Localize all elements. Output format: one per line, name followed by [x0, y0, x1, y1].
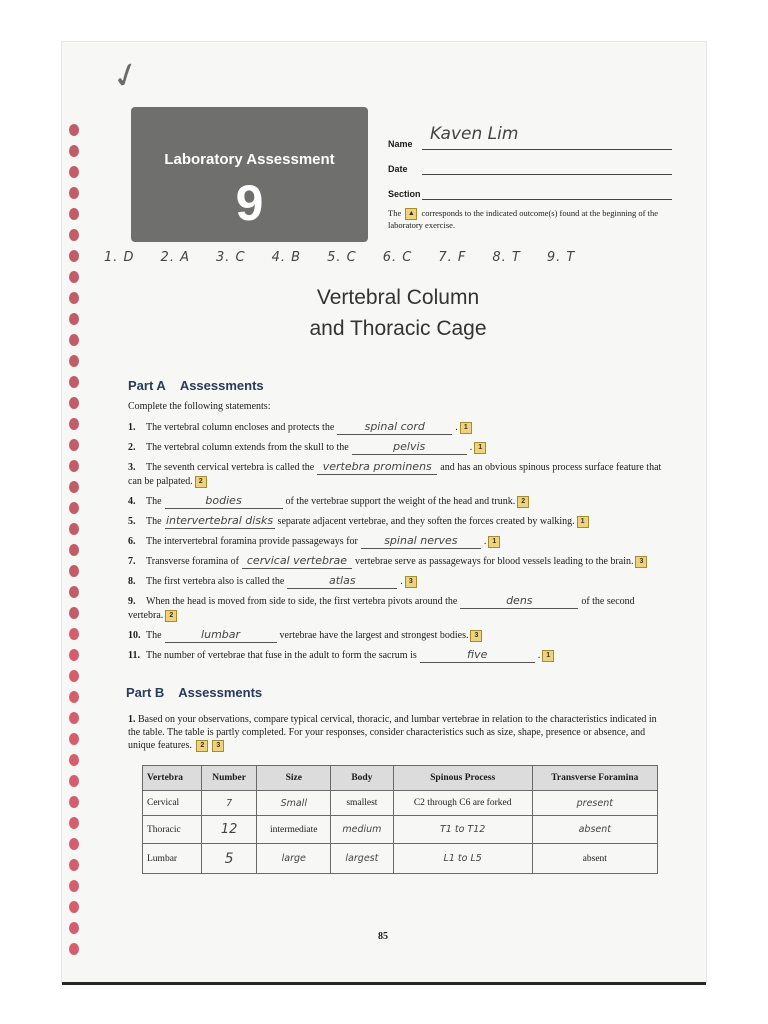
outcome-triangle-icon: 3	[212, 740, 224, 752]
table-header: Spinous Process	[393, 766, 532, 791]
answer-blank[interactable]: dens	[460, 594, 578, 609]
binder-hole	[69, 502, 79, 514]
question-item: 6. The intervertebral foramina provide passageways for spinal nerves . 1	[128, 534, 668, 549]
outcome-triangle-icon: ▲	[405, 208, 417, 220]
name-line	[422, 149, 672, 150]
binder-hole	[69, 565, 79, 577]
outcome-triangle-icon: 2	[195, 476, 207, 488]
answer-blank[interactable]: atlas	[287, 574, 397, 589]
table-header: Size	[257, 766, 331, 791]
binder-hole	[69, 712, 79, 724]
binder-hole	[69, 250, 79, 262]
binder-hole	[69, 376, 79, 388]
outcome-triangle-icon: 1	[577, 516, 589, 528]
outcome-triangle-icon: 3	[470, 630, 482, 642]
table-header: Vertebra	[143, 766, 202, 791]
binder-hole	[69, 733, 79, 745]
answer-blank[interactable]: spinal nerves	[361, 534, 481, 549]
binder-hole	[69, 124, 79, 136]
binder-hole	[69, 817, 79, 829]
binder-hole	[69, 439, 79, 451]
page-number: 85	[378, 931, 388, 942]
question-item: 5. The intervertebral disks separate adjacent vertebrae, and they soften the forces created by walking. 1	[128, 514, 668, 529]
binder-hole	[69, 880, 79, 892]
date-line[interactable]	[422, 174, 672, 175]
binder-hole	[69, 418, 79, 430]
question-item: 3. The seventh cervical vertebra is called the vertebra prominens and has an obvious spinous process surface feature that can be palpated. 2	[128, 460, 662, 487]
binder-hole	[69, 922, 79, 934]
answer-blank[interactable]: cervical vertebrae	[242, 554, 352, 569]
part-b-heading: Part B Assessments	[126, 685, 263, 700]
binder-hole	[69, 481, 79, 493]
binder-hole	[69, 775, 79, 787]
outcome-triangle-icon: 3	[635, 556, 647, 568]
binder-hole	[69, 544, 79, 556]
binder-hole	[69, 628, 79, 640]
question-item: 2. The vertebral column extends from the skull to the pelvis . 1	[128, 440, 668, 455]
section-label: Section	[388, 189, 421, 199]
name-value: Kaven Lim	[430, 124, 519, 144]
question-item: 11. The number of vertebrae that fuse in the adult to form the sacrum is five . 1	[128, 648, 668, 663]
binder-hole	[69, 145, 79, 157]
checkmark-icon: ✓	[106, 52, 146, 100]
table-row: Cervical 7 Small smallest C2 through C6 are forked present	[143, 791, 658, 816]
binder-hole	[69, 796, 79, 808]
question-item: 8. The first vertebra also is called the atlas . 3	[128, 574, 668, 589]
handwritten-answers: 1. D 2. A 3. C 4. B 5. C 6. C 7. F 8. T 9. T	[104, 250, 576, 265]
question-item: 10. The lumbar vertebrae have the largest and strongest bodies. 3	[128, 628, 668, 643]
binder-hole	[69, 397, 79, 409]
answer-blank[interactable]: intervertebral disks	[165, 514, 274, 527]
part-a-heading: Part A Assessments	[128, 378, 264, 393]
table-row: Thoracic 12 intermediate medium T1 to T12 absent	[143, 816, 658, 844]
page-title: Vertebral Column and Thoracic Cage	[309, 286, 487, 340]
answer-blank[interactable]: lumbar	[165, 628, 277, 643]
binder-hole	[69, 187, 79, 199]
binder-hole	[69, 586, 79, 598]
binder-hole	[69, 208, 79, 220]
question-item: 4. The bodies of the vertebrae support the weight of the head and trunk. 2	[128, 494, 668, 509]
binder-hole	[69, 838, 79, 850]
binder-hole	[69, 691, 79, 703]
badge-title: Laboratory Assessment	[164, 151, 335, 168]
outcome-triangle-icon: 2	[517, 496, 529, 508]
binder-hole	[69, 754, 79, 766]
answer-blank[interactable]: bodies	[165, 494, 283, 509]
question-item: 1. The vertebral column encloses and protects the spinal cord . 1	[128, 420, 668, 435]
answer-blank[interactable]: pelvis	[352, 440, 467, 455]
binder-hole	[69, 355, 79, 367]
outcome-note: The ▲ corresponds to the indicated outcome(s) found at the beginning of the laboratory exercise.	[388, 208, 658, 231]
answer-blank[interactable]: five	[420, 648, 535, 663]
binder-hole	[69, 607, 79, 619]
binder-hole	[69, 943, 79, 955]
binder-hole	[69, 670, 79, 682]
table-header: Transverse Foramina	[532, 766, 657, 791]
binder-hole	[69, 166, 79, 178]
binder-hole	[69, 649, 79, 661]
part-b-question: 1. Based on your observations, compare typical cervical, thoracic, and lumbar vertebrae in relation to the characteristics indicated in the table. The table is partly completed. For your responses, consider characteristics such as size, shape, presence or absence, and unique features. 2 3	[128, 714, 657, 751]
question-item: 7. Transverse foramina of cervical vertebrae vertebrae serve as passageways for blood vessels leading to the brain. 3	[128, 554, 668, 569]
binder-hole	[69, 460, 79, 472]
date-label: Date	[388, 164, 408, 174]
table-header: Number	[201, 766, 257, 791]
vertebra-comparison-table	[142, 765, 658, 874]
table-row: Lumbar 5 large largest L1 to L5 absent	[143, 844, 658, 874]
binder-hole	[69, 901, 79, 913]
binder-hole	[69, 334, 79, 346]
outcome-triangle-icon: 2	[165, 610, 177, 622]
binder-hole	[69, 271, 79, 283]
binder-hole	[69, 859, 79, 871]
binder-hole	[69, 313, 79, 325]
outcome-triangle-icon: 1	[460, 422, 472, 434]
answer-blank[interactable]: spinal cord	[337, 420, 452, 435]
outcome-triangle-icon: 3	[405, 576, 417, 588]
binder-hole	[69, 292, 79, 304]
name-label: Name	[388, 139, 413, 149]
question-item: 9. When the head is moved from side to side, the first vertebra pivots around the dens of the second vertebra. 2	[128, 594, 635, 621]
binder-hole	[69, 523, 79, 535]
outcome-triangle-icon: 1	[474, 442, 486, 454]
section-line[interactable]	[422, 199, 672, 200]
binder-hole	[69, 229, 79, 241]
part-a-instructions: Complete the following statements:	[128, 401, 271, 412]
outcome-triangle-icon: 1	[488, 536, 500, 548]
answer-blank[interactable]: vertebra prominens	[317, 460, 437, 475]
outcome-triangle-icon: 1	[542, 650, 554, 662]
table-header: Body	[331, 766, 394, 791]
lab-assessment-badge	[131, 107, 368, 242]
badge-number: 9	[235, 175, 264, 231]
outcome-triangle-icon: 2	[196, 740, 208, 752]
